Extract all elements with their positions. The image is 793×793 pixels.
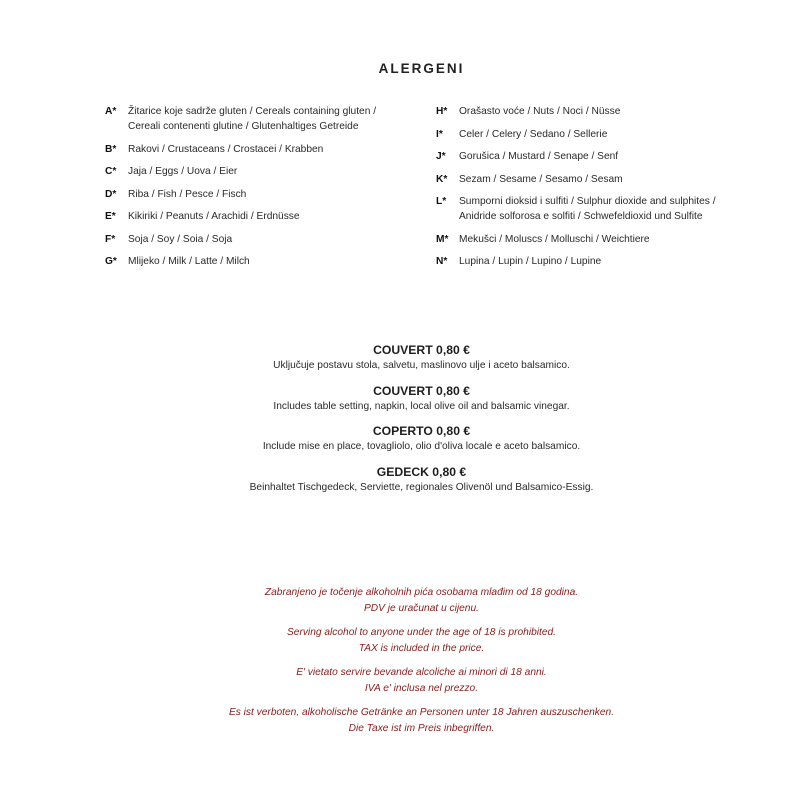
couvert-section — [0, 342, 793, 504]
allergen-line: Žitarice koje sadrže gluten / Cereals containing gluten / — [128, 106, 377, 117]
couvert-title: COUVERT 0,80 € — [373, 343, 470, 357]
allergen-letter: B* — [105, 143, 117, 155]
allergen-letter: L* — [436, 196, 447, 207]
notice-alcohol: Serving alcohol to anyone under the age of 18 is prohibited. — [286, 627, 557, 638]
allergen-description: Soja / Soy / Soia / Soja — [128, 233, 233, 245]
notice-tax: PDV je uračunat u cijenu. — [364, 602, 479, 614]
allergen-row-a — [105, 104, 405, 134]
allergens-right-column — [436, 104, 766, 277]
notice-tax: TAX is included in the price. — [358, 642, 485, 654]
couvert-title: COPERTO 0,80 € — [372, 424, 471, 438]
allergen-letter: G* — [105, 256, 117, 267]
allergens-title: ALERGENI — [378, 61, 465, 76]
allergen-letter: J* — [436, 151, 446, 162]
allergen-row-b — [105, 142, 405, 157]
allergen-letter: E* — [105, 211, 116, 222]
allergen-row-e — [105, 209, 405, 224]
allergen-row-f — [105, 232, 405, 247]
notice-hr — [0, 585, 793, 616]
allergen-letter: C* — [105, 166, 117, 177]
allergen-line: Anidride solforosa e solfiti / Schwefeldioxid und Sulfite — [459, 211, 703, 222]
allergen-letter: F* — [105, 233, 116, 245]
allergen-row-h — [436, 104, 766, 119]
allergen-letter: K* — [436, 173, 448, 185]
allergen-row-m — [436, 232, 766, 247]
allergen-row-c — [105, 164, 405, 179]
allergen-row-n — [436, 254, 766, 269]
allergen-description: Celer / Celery / Sedano / Sellerie — [459, 128, 608, 140]
allergen-description — [459, 194, 766, 224]
couvert-block-hr — [0, 342, 793, 373]
allergen-description: Orašasto voće / Nuts / Noci / Nüsse — [459, 106, 621, 117]
couvert-description: Include mise en place, tovagliolo, olio d'oliva locale e aceto balsamico. — [262, 441, 581, 452]
allergen-description: Lupina / Lupin / Lupino / Lupine — [459, 256, 602, 267]
allergen-letter: H* — [436, 106, 448, 117]
allergen-row-g — [105, 254, 405, 269]
allergen-description: Mlijeko / Milk / Latte / Milch — [128, 256, 250, 267]
couvert-description: Uključuje postavu stola, salvetu, maslinovo ulje i aceto balsamico. — [273, 360, 570, 371]
allergens-left-column — [105, 104, 405, 277]
notice-tax: Die Taxe ist im Preis inbegriffen. — [348, 722, 495, 734]
allergen-description — [128, 104, 405, 134]
allergen-description: Mekušci / Moluscs / Molluschi / Weichtiere — [459, 233, 650, 245]
allergen-letter: A* — [105, 106, 117, 117]
notice-en — [0, 625, 793, 656]
allergen-row-d — [105, 187, 405, 202]
allergen-line: Cereali contenenti glutine / Glutenhaltiges Getreide — [128, 121, 359, 132]
couvert-block-it — [0, 423, 793, 454]
notice-de — [0, 705, 793, 736]
allergen-letter: N* — [436, 256, 448, 267]
couvert-block-en — [0, 383, 793, 414]
allergen-description: Jaja / Eggs / Uova / Eier — [128, 166, 238, 177]
legal-notices — [0, 585, 793, 745]
notice-alcohol: Es ist verboten, alkoholische Getränke an Personen unter 18 Jahren auszuschenken. — [228, 707, 615, 718]
allergen-description: Rakovi / Crustaceans / Crostacei / Krabben — [128, 143, 324, 155]
notice-alcohol: E' vietato servire bevande alcoliche ai minori di 18 anni. — [296, 667, 547, 678]
allergen-description: Gorušica / Mustard / Senape / Senf — [459, 151, 619, 162]
allergen-description: Sezam / Sesame / Sesamo / Sesam — [459, 173, 623, 185]
allergen-letter: M* — [436, 233, 449, 245]
notice-alcohol: Zabranjeno je točenje alkoholnih pića osobama mlađim od 18 godina. — [264, 587, 579, 598]
allergen-row-l — [436, 194, 766, 224]
couvert-title: COUVERT 0,80 € — [373, 383, 470, 398]
couvert-description: Includes table setting, napkin, local olive oil and balsamic vinegar. — [273, 400, 570, 412]
couvert-title: GEDECK 0,80 € — [376, 464, 467, 479]
allergen-row-k — [436, 172, 766, 187]
allergen-description: Kikiriki / Peanuts / Arachidi / Erdnüsse — [128, 211, 300, 222]
notice-tax: IVA e' inclusa nel prezzo. — [364, 682, 479, 694]
allergen-row-i — [436, 127, 766, 142]
couvert-description: Beinhaltet Tischgedeck, Serviette, regionales Olivenöl und Balsamico-Essig. — [249, 481, 594, 493]
notice-it — [0, 665, 793, 696]
allergen-line: Sumporni dioksid i sulfiti / Sulphur dioxide and sulphites / — [459, 196, 716, 207]
couvert-block-de — [0, 464, 793, 495]
allergen-description: Riba / Fish / Pesce / Fisch — [128, 188, 247, 200]
allergen-row-j — [436, 149, 766, 164]
allergen-letter: D* — [105, 188, 117, 200]
allergen-letter: I* — [436, 128, 443, 140]
